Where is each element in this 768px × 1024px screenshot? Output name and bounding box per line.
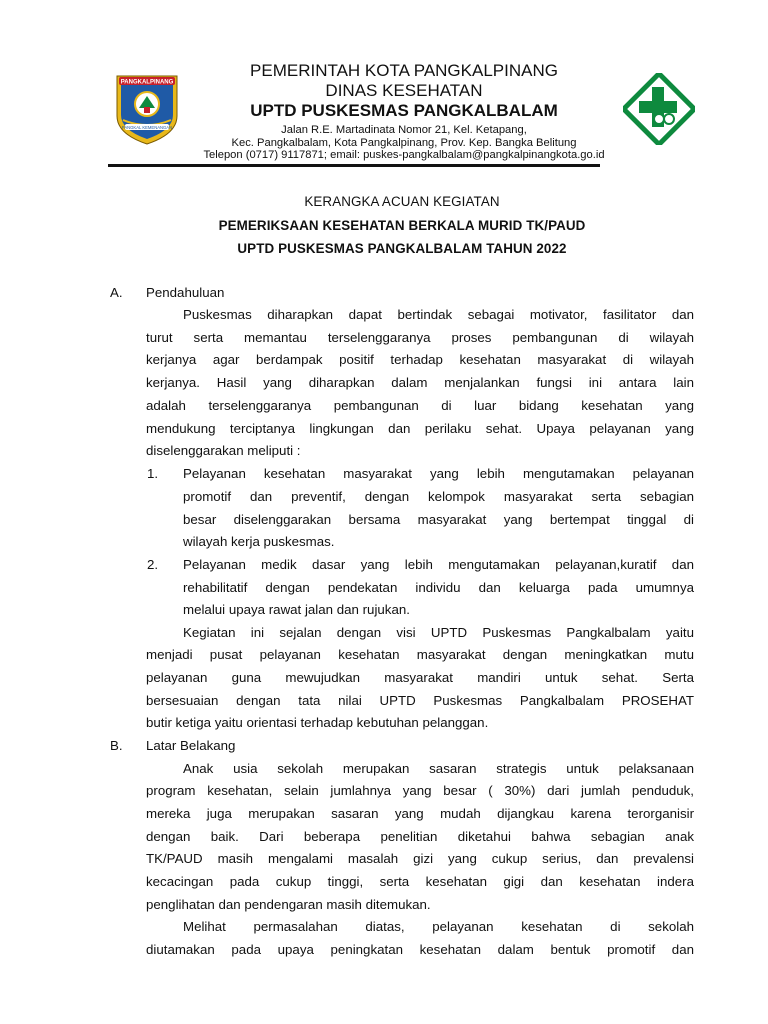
svg-text:PANGKAL KEMENANGAN: PANGKAL KEMENANGAN: [121, 124, 173, 130]
contact-line: Telepon (0717) 9117871; email: puskes-pangkalbalam@pangkalpinangkota.go.id: [203, 149, 605, 161]
paragraph-line: adalah terselenggaranya pembangunan di luar bidang kesehatan yang: [146, 398, 694, 413]
paragraph-line: Puskesmas diharapkan dapat bertindak sebagai motivator, fasilitator dan: [183, 307, 694, 322]
paragraph-line: bersesuaian dengan tata nilai UPTD Puskesmas Pangkalbalam PROSEHAT: [146, 693, 694, 708]
section-heading: Pendahuluan: [146, 285, 225, 300]
document-title: KERANGKA ACUAN KEGIATAN: [304, 194, 500, 209]
paragraph-line: diselenggarakan meliputi :: [146, 443, 301, 458]
list-item-line: Pelayanan kesehatan masyarakat yang lebih mengutamakan pelayanan: [183, 466, 694, 481]
list-item-line: promotif dan preventif, dengan kelompok masyarakat serta sebagian: [183, 489, 694, 504]
address-line: Kec. Pangkalbalam, Kota Pangkalpinang, Prov. Kep. Bangka Belitung: [231, 137, 577, 149]
government-name: PEMERINTAH KOTA PANGKALPINANG: [250, 61, 558, 80]
list-item-line: besar diselenggarakan bersama masyarakat yang bertempat tinggal di: [183, 512, 694, 527]
paragraph-line: penglihatan dan pendengaran masih ditemukan.: [146, 897, 431, 912]
unit-name: UPTD PUSKESMAS PANGKALBALAM: [250, 101, 558, 120]
document-subtitle: UPTD PUSKESMAS PANGKALBALAM TAHUN 2022: [237, 241, 567, 256]
document-subtitle: PEMERIKSAAN KESEHATAN BERKALA MURID TK/PAUD: [218, 218, 586, 233]
paragraph-line: diutamakan pada upaya peningkatan kesehatan dalam bentuk promotif dan: [146, 942, 694, 957]
list-number: 2.: [147, 557, 159, 572]
list-item-line: rehabilitatif dengan pendekatan individu dan keluarga pada umumnya: [183, 580, 694, 595]
address-line: Jalan R.E. Martadinata Nomor 21, Kel. Ketapang,: [281, 124, 527, 136]
paragraph-line: TK/PAUD masih mengalami masalah gizi yang cukup serius, dan prevalensi: [146, 851, 694, 866]
paragraph-line: pelayanan guna mewujudkan masyarakat mandiri untuk sehat. Serta: [146, 670, 694, 685]
list-item-line: melalui upaya rawat jalan dan rujukan.: [183, 602, 410, 617]
section-letter: A.: [110, 285, 123, 300]
paragraph-line: dengan baik. Dari beberapa penelitian diketahui bahwa sebagian anak: [146, 829, 694, 844]
paragraph-line: Kegiatan ini sejalan dengan visi UPTD Puskesmas Pangkalbalam yaitu: [183, 625, 694, 640]
paragraph-line: program kesehatan, selain jumlahnya yang besar ( 30%) dari jumlah penduduk,: [146, 783, 694, 798]
paragraph-line: menjadi pusat pelayanan kesehatan masyarakat dengan meningkatkan mutu: [146, 647, 694, 662]
paragraph-line: kerjanya. Hasil yang diharapkan dalam menjalankan fungsi ini antara lain: [146, 375, 694, 390]
section-letter: B.: [110, 738, 123, 753]
paragraph-line: mendukung terciptanya lingkungan dan perilaku sehat. Upaya pelayanan yang: [146, 421, 694, 436]
list-item-line: wilayah kerja puskesmas.: [183, 534, 335, 549]
svg-text:PANGKALPINANG: PANGKALPINANG: [120, 79, 174, 86]
paragraph-line: Melihat permasalahan diatas, pelayanan kesehatan di sekolah: [183, 919, 694, 934]
paragraph-line: butir ketiga yaitu orientasi terhadap kebutuhan pelanggan.: [146, 715, 489, 730]
paragraph-line: kerjanya agar berdampak positif terhadap kesehatan masyarakat di wilayah: [146, 352, 694, 367]
list-number: 1.: [147, 466, 159, 481]
section-heading: Latar Belakang: [146, 738, 236, 753]
list-item-line: Pelayanan medik dasar yang lebih mengutamakan pelayanan,kuratif dan: [183, 557, 694, 572]
paragraph-line: kecacingan pada cukup tinggi, serta kesehatan gigi dan kesehatan indera: [146, 874, 694, 889]
letterhead-divider: [108, 164, 600, 167]
paragraph-line: Anak usia sekolah merupakan sasaran strategis untuk pelaksanaan: [183, 761, 694, 776]
department-name: DINAS KESEHATAN: [325, 81, 483, 100]
paragraph-line: turut serta memantau terselenggaranya proses pembangunan di wilayah: [146, 330, 694, 345]
paragraph-line: mereka juga merupakan sasaran yang mudah dijangkau karena terorganisir: [146, 806, 694, 821]
